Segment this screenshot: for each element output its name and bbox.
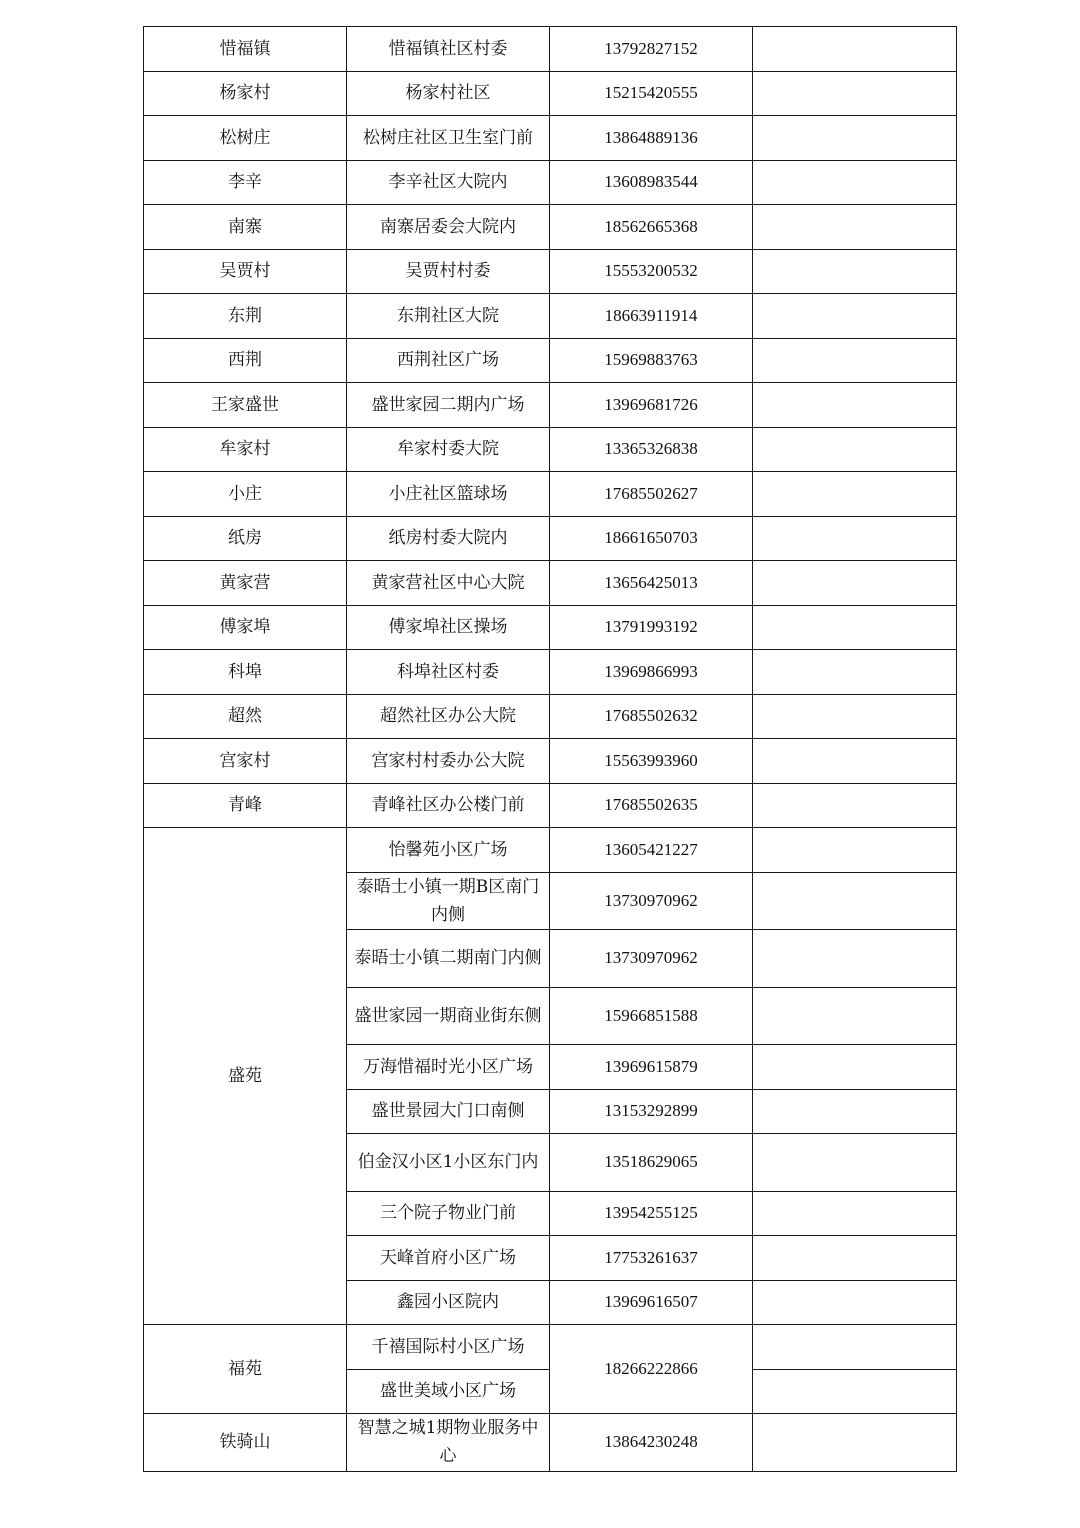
- blank-cell: [753, 1045, 957, 1090]
- phone-cell: 15563993960: [550, 739, 753, 784]
- phone-cell: 13864230248: [550, 1414, 753, 1472]
- site-cell: 伯金汉小区1小区东门内: [347, 1134, 550, 1192]
- table-row: [144, 1414, 957, 1472]
- table-row: [144, 828, 957, 873]
- phone-cell: 13730970962: [550, 930, 753, 988]
- blank-cell: [753, 605, 957, 650]
- phone-cell: 17685502627: [550, 472, 753, 517]
- site-cell: 千禧国际村小区广场: [347, 1325, 550, 1370]
- table-row: [144, 427, 957, 472]
- blank-cell: [753, 338, 957, 383]
- area-cell: 科埠: [144, 650, 347, 695]
- table-row: [144, 472, 957, 517]
- blank-cell: [753, 1134, 957, 1192]
- area-cell: 王家盛世: [144, 383, 347, 428]
- table-row: [144, 605, 957, 650]
- table-row: [144, 650, 957, 695]
- site-cell: 西荆社区广场: [347, 338, 550, 383]
- site-cell: 李辛社区大院内: [347, 160, 550, 205]
- table-row: [144, 383, 957, 428]
- site-cell: 惜福镇社区村委: [347, 27, 550, 72]
- site-cell: 泰晤士小镇二期南门内侧: [347, 930, 550, 988]
- blank-cell: [753, 1325, 957, 1370]
- blank-cell: [753, 27, 957, 72]
- blank-cell: [753, 516, 957, 561]
- site-cell: 怡馨苑小区广场: [347, 828, 550, 873]
- blank-cell: [753, 294, 957, 339]
- site-cell: 东荆社区大院: [347, 294, 550, 339]
- phone-cell: 17685502632: [550, 694, 753, 739]
- area-cell: 小庄: [144, 472, 347, 517]
- blank-cell: [753, 472, 957, 517]
- site-cell: 万海惜福时光小区广场: [347, 1045, 550, 1090]
- site-cell: 天峰首府小区广场: [347, 1236, 550, 1281]
- area-cell: 青峰: [144, 783, 347, 828]
- area-cell: 超然: [144, 694, 347, 739]
- phone-cell: 17753261637: [550, 1236, 753, 1281]
- site-cell: 超然社区办公大院: [347, 694, 550, 739]
- phone-cell: 13954255125: [550, 1191, 753, 1236]
- site-cell: 南寨居委会大院内: [347, 205, 550, 250]
- blank-cell: [753, 1191, 957, 1236]
- area-cell: 杨家村: [144, 71, 347, 116]
- area-cell: 松树庄: [144, 116, 347, 161]
- area-cell: 南寨: [144, 205, 347, 250]
- table-row: [144, 116, 957, 161]
- site-cell: 盛世美域小区广场: [347, 1369, 550, 1414]
- phone-cell: 13969681726: [550, 383, 753, 428]
- phone-cell-fuyuan: 18266222866: [550, 1325, 753, 1414]
- area-cell: 东荆: [144, 294, 347, 339]
- blank-cell: [753, 383, 957, 428]
- blank-cell: [753, 872, 957, 930]
- table-row: [144, 338, 957, 383]
- blank-cell: [753, 116, 957, 161]
- phone-cell: 13969615879: [550, 1045, 753, 1090]
- site-cell: 盛世景园大门口南侧: [347, 1089, 550, 1134]
- site-cell: 黄家营社区中心大院: [347, 561, 550, 606]
- phone-cell: 13365326838: [550, 427, 753, 472]
- phone-cell: 13864889136: [550, 116, 753, 161]
- phone-cell: 13518629065: [550, 1134, 753, 1192]
- site-cell: 智慧之城1期物业服务中心: [347, 1414, 550, 1472]
- area-cell: 傅家埠: [144, 605, 347, 650]
- area-cell: 牟家村: [144, 427, 347, 472]
- phone-cell: 13791993192: [550, 605, 753, 650]
- site-cell: 杨家村社区: [347, 71, 550, 116]
- phone-cell: 18663911914: [550, 294, 753, 339]
- phone-cell: 15969883763: [550, 338, 753, 383]
- phone-cell: 15215420555: [550, 71, 753, 116]
- phone-cell: 18562665368: [550, 205, 753, 250]
- site-cell: 盛世家园一期商业街东侧: [347, 987, 550, 1045]
- phone-cell: 13656425013: [550, 561, 753, 606]
- table-row: [144, 561, 957, 606]
- area-cell: 惜福镇: [144, 27, 347, 72]
- blank-cell: [753, 1089, 957, 1134]
- site-cell: 吴贾村村委: [347, 249, 550, 294]
- site-cell: 鑫园小区院内: [347, 1280, 550, 1325]
- blank-cell: [753, 783, 957, 828]
- blank-cell: [753, 1369, 957, 1414]
- phone-cell: 13608983544: [550, 160, 753, 205]
- area-cell-fuyuan: 福苑: [144, 1325, 347, 1414]
- site-cell: 牟家村委大院: [347, 427, 550, 472]
- table-row: [144, 160, 957, 205]
- site-cell: 小庄社区篮球场: [347, 472, 550, 517]
- area-cell: 黄家营: [144, 561, 347, 606]
- phone-cell: 17685502635: [550, 783, 753, 828]
- table-row: [144, 739, 957, 784]
- site-cell: 盛世家园二期内广场: [347, 383, 550, 428]
- blank-cell: [753, 650, 957, 695]
- blank-cell: [753, 930, 957, 988]
- blank-cell: [753, 987, 957, 1045]
- site-cell: 三个院子物业门前: [347, 1191, 550, 1236]
- table-row: [144, 71, 957, 116]
- site-cell: 泰晤士小镇一期B区南门内侧: [347, 872, 550, 930]
- sampling-sites-table: [143, 26, 957, 1472]
- area-cell: 纸房: [144, 516, 347, 561]
- area-cell: 西荆: [144, 338, 347, 383]
- blank-cell: [753, 1280, 957, 1325]
- blank-cell: [753, 828, 957, 873]
- blank-cell: [753, 561, 957, 606]
- phone-cell: 15966851588: [550, 987, 753, 1045]
- blank-cell: [753, 1236, 957, 1281]
- table-row: [144, 783, 957, 828]
- phone-cell: 15553200532: [550, 249, 753, 294]
- site-cell: 青峰社区办公楼门前: [347, 783, 550, 828]
- site-cell: 科埠社区村委: [347, 650, 550, 695]
- table-row: [144, 694, 957, 739]
- area-cell: 铁骑山: [144, 1414, 347, 1472]
- blank-cell: [753, 205, 957, 250]
- table-row: [144, 1325, 957, 1370]
- blank-cell: [753, 739, 957, 784]
- phone-cell: 13153292899: [550, 1089, 753, 1134]
- table-row: [144, 27, 957, 72]
- site-cell: 松树庄社区卫生室门前: [347, 116, 550, 161]
- phone-cell: 13792827152: [550, 27, 753, 72]
- table-row: [144, 516, 957, 561]
- table-row: [144, 294, 957, 339]
- blank-cell: [753, 71, 957, 116]
- phone-cell: 13969866993: [550, 650, 753, 695]
- blank-cell: [753, 1414, 957, 1472]
- site-cell: 傅家埠社区操场: [347, 605, 550, 650]
- phone-cell: 18661650703: [550, 516, 753, 561]
- area-cell-shengyuan: 盛苑: [144, 828, 347, 1325]
- area-cell: 李辛: [144, 160, 347, 205]
- blank-cell: [753, 249, 957, 294]
- blank-cell: [753, 694, 957, 739]
- blank-cell: [753, 160, 957, 205]
- table-row: [144, 249, 957, 294]
- phone-cell: 13969616507: [550, 1280, 753, 1325]
- table-row: [144, 205, 957, 250]
- phone-cell: 13730970962: [550, 872, 753, 930]
- phone-cell: 13605421227: [550, 828, 753, 873]
- blank-cell: [753, 427, 957, 472]
- site-cell: 宫家村村委办公大院: [347, 739, 550, 784]
- area-cell: 吴贾村: [144, 249, 347, 294]
- area-cell: 宫家村: [144, 739, 347, 784]
- site-cell: 纸房村委大院内: [347, 516, 550, 561]
